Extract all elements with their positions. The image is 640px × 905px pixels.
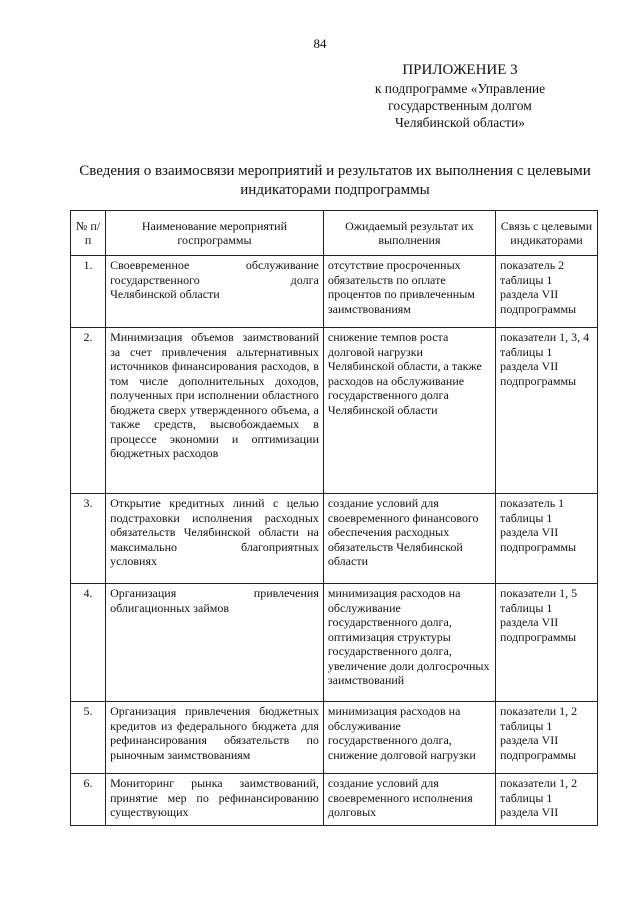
row-indicator-link: показатель 1 таблицы 1 раздела VII подпрограммы [496, 494, 598, 584]
row-indicator-link: показатели 1, 2 таблицы 1 раздела VII подпрограммы [496, 702, 598, 774]
document-title: Сведения о взаимосвязи мероприятий и результатов их выполнения с целевыми индикаторами подпрограммы [79, 163, 591, 198]
row-measure-name [106, 584, 324, 702]
appendix-heading: ПРИЛОЖЕНИЕ 3 [402, 62, 518, 78]
row-indicator-link: показатель 2 таблицы 1 раздела VII подпрограммы [496, 256, 598, 328]
row-number: 2. [71, 328, 106, 494]
measure-text: Организация привлечения [110, 586, 319, 600]
row-indicator-link: показатели 1, 5 таблицы 1 раздела VII подпрограммы [496, 584, 598, 702]
row-expected-result: создание условий для своевременного финансового обеспечения расходных обязательств Челябинской области [323, 494, 495, 584]
row-measure-name [106, 702, 324, 774]
measure-text-end: Челябинской области [110, 287, 220, 301]
table-row [71, 702, 598, 774]
measure-text: Минимизация объемов заимствований за счет привлечения альтернативных источников финансирования расходов, в том числе дополнительных доходов, полученных при исполнении областного бюджета сверх утвержденного объема, а также средств, высвобождаемых в процессе экономии и оптимизации [110, 330, 319, 446]
row-measure-name [106, 774, 324, 826]
page-number: 84 [313, 36, 327, 51]
measure-text-end: рыночным заимствованиям [110, 747, 251, 762]
measure-text: Открытие кредитных линий с целью подстраховки исполнения расходных обязательств Челябинской области на максимально благоприятных [110, 496, 319, 554]
row-indicator-link: показатели 1, 3, 4 таблицы 1 раздела VII подпрограммы [496, 328, 598, 494]
measure-text-end: облигационных займов [110, 600, 230, 615]
measure-text: Своевременное обслуживание государственного долга [110, 258, 319, 287]
table-row [71, 256, 598, 328]
appendix-line: Челябинской области» [394, 115, 526, 130]
appendix-line: к подпрограмме «Управление [374, 81, 546, 96]
table-row [71, 328, 598, 494]
row-number: 4. [71, 584, 106, 702]
header-expected-result: Ожидаемый результат их выполнения [323, 211, 495, 256]
table-row [71, 494, 598, 584]
row-number: 5. [71, 702, 106, 774]
header-number: № п/п [71, 211, 106, 256]
table-row [71, 584, 598, 702]
row-number: 6. [71, 774, 106, 826]
row-measure-name [106, 494, 324, 584]
header-measure-name: Наименование мероприятий госпрограммы [106, 211, 324, 256]
table-row [71, 774, 598, 826]
row-expected-result: минимизация расходов на обслуживание государственного долга, оптимизация структуры государственного долга, увеличение доли долгосрочных заимствований [323, 584, 495, 702]
measure-text: Мониторинг рынка заимствований, принятие мер по рефинансированию существующих [110, 776, 319, 819]
row-number: 1. [71, 256, 106, 328]
measure-text-end: условиях [110, 554, 157, 568]
row-measure-name [106, 328, 324, 494]
row-expected-result: создание условий для своевременного исполнения долговых [323, 774, 495, 826]
measures-table [70, 210, 598, 826]
header-indicator-link: Связь с целевыми индикаторами [496, 211, 598, 256]
measure-text-end: бюджетных расходов [110, 446, 219, 460]
measure-text: Организация привлечения бюджетных кредитов из федерального бюджета для рефинансирования обязательств по [110, 704, 319, 747]
appendix-line: государственным долгом [388, 98, 532, 113]
row-indicator-link: показатели 1, 2 таблицы 1 раздела VII [496, 774, 598, 826]
row-expected-result: отсутствие просроченных обязательств по оплате процентов по привлеченным заимствованиям [323, 256, 495, 328]
row-expected-result: минимизация расходов на обслуживание государственного долга, снижение долговой нагрузки [323, 702, 495, 774]
table-header-row [71, 211, 598, 256]
row-expected-result: снижение темпов роста долговой нагрузки Челябинской области, а также расходов на обслуживание государственного долга Челябинской области [323, 328, 495, 494]
appendix-block [330, 62, 590, 131]
row-measure-name [106, 256, 324, 328]
row-number: 3. [71, 494, 106, 584]
